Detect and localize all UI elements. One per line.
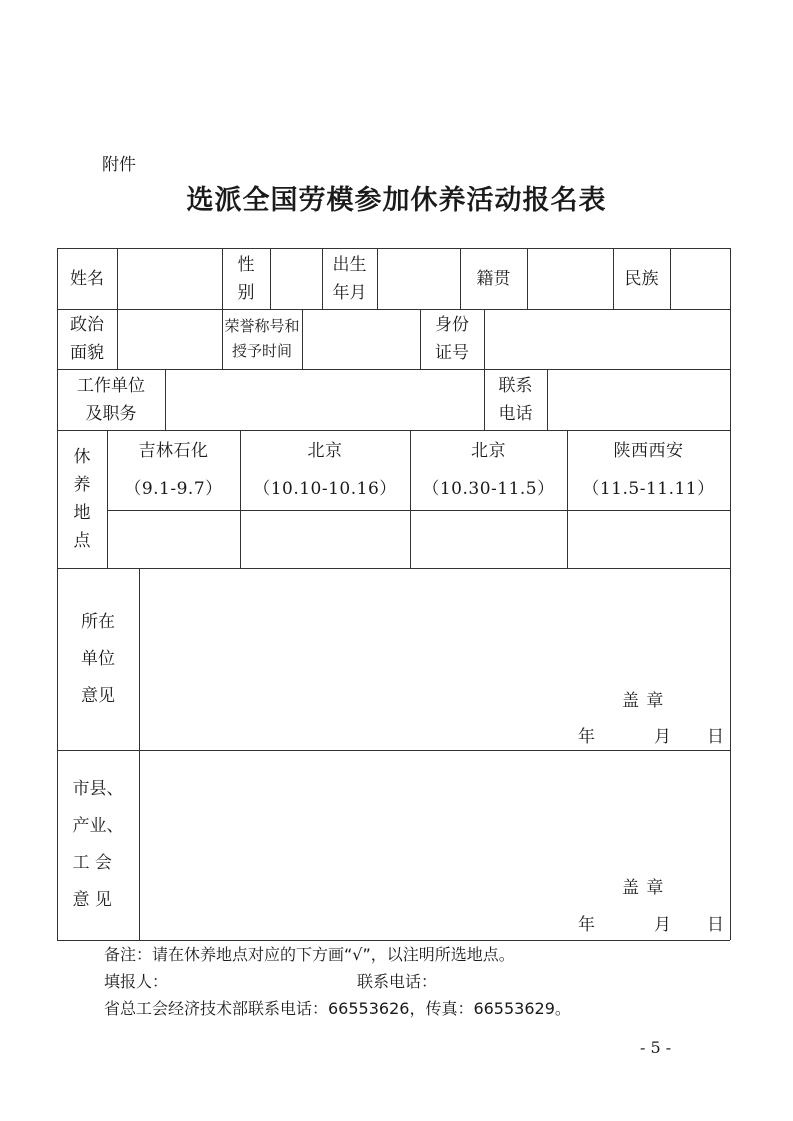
unit-date-day: 日 bbox=[707, 727, 725, 747]
id-number-label: 身份 证号 bbox=[435, 315, 469, 363]
location-name: 北京 bbox=[471, 441, 506, 461]
resort-location-3 bbox=[410, 430, 567, 510]
union-date-day: 日 bbox=[707, 915, 725, 935]
honor-title-label: 荣誉称号和 授予时间 bbox=[224, 317, 300, 360]
page-number: - 5 - bbox=[640, 1038, 672, 1057]
location-dates: （9.1-9.7） bbox=[124, 479, 223, 499]
union-date-year: 年 bbox=[578, 915, 596, 935]
work-unit-label: 工作单位 及职务 bbox=[77, 375, 145, 424]
location-dates: （10.10-10.16） bbox=[253, 479, 397, 499]
form-title: 选派全国劳模参加休养活动报名表 bbox=[186, 185, 607, 216]
gender-label: 性 别 bbox=[237, 254, 255, 303]
resort-location-2 bbox=[240, 430, 410, 510]
ethnicity-label: 民族 bbox=[624, 268, 659, 289]
resort-location-1 bbox=[107, 430, 240, 510]
birth-label: 出生 年月 bbox=[332, 254, 367, 303]
contact-note: 省总工会经济技术部联系电话：66553626，传真：66553629。 bbox=[104, 999, 571, 1018]
name-label: 姓名 bbox=[70, 268, 104, 289]
location-dates: （10.30-11.5） bbox=[422, 479, 555, 499]
union-opinion-label: 市县、 产业、 工 会 意 见 bbox=[72, 779, 124, 910]
filler-label: 填报人： bbox=[104, 972, 169, 991]
location-name: 北京 bbox=[307, 441, 343, 461]
resort-location-4 bbox=[567, 430, 730, 510]
resort-section-label: 休 养 地 点 bbox=[73, 447, 91, 551]
phone-label: 联系 电话 bbox=[498, 375, 533, 424]
unit-opinion-label: 所在 单位 意见 bbox=[81, 611, 115, 706]
native-place-label: 籍贯 bbox=[476, 268, 511, 289]
union-stamp-label: 盖 章 bbox=[622, 878, 665, 898]
attachment-label: 附件 bbox=[102, 155, 136, 175]
remark-note: 备注：请在休养地点对应的下方画“√”，以注明所选地点。 bbox=[104, 945, 515, 964]
unit-stamp-label: 盖 章 bbox=[622, 691, 665, 711]
unit-date-month: 月 bbox=[654, 727, 672, 747]
union-date-month: 月 bbox=[654, 915, 672, 935]
filler-phone-label: 联系电话： bbox=[357, 972, 438, 991]
location-name: 陕西西安 bbox=[613, 441, 684, 461]
political-status-label: 政治 面貌 bbox=[70, 315, 104, 363]
location-dates: （11.5-11.11） bbox=[582, 479, 715, 499]
location-name: 吉林石化 bbox=[138, 441, 209, 461]
unit-date-year: 年 bbox=[578, 727, 596, 747]
